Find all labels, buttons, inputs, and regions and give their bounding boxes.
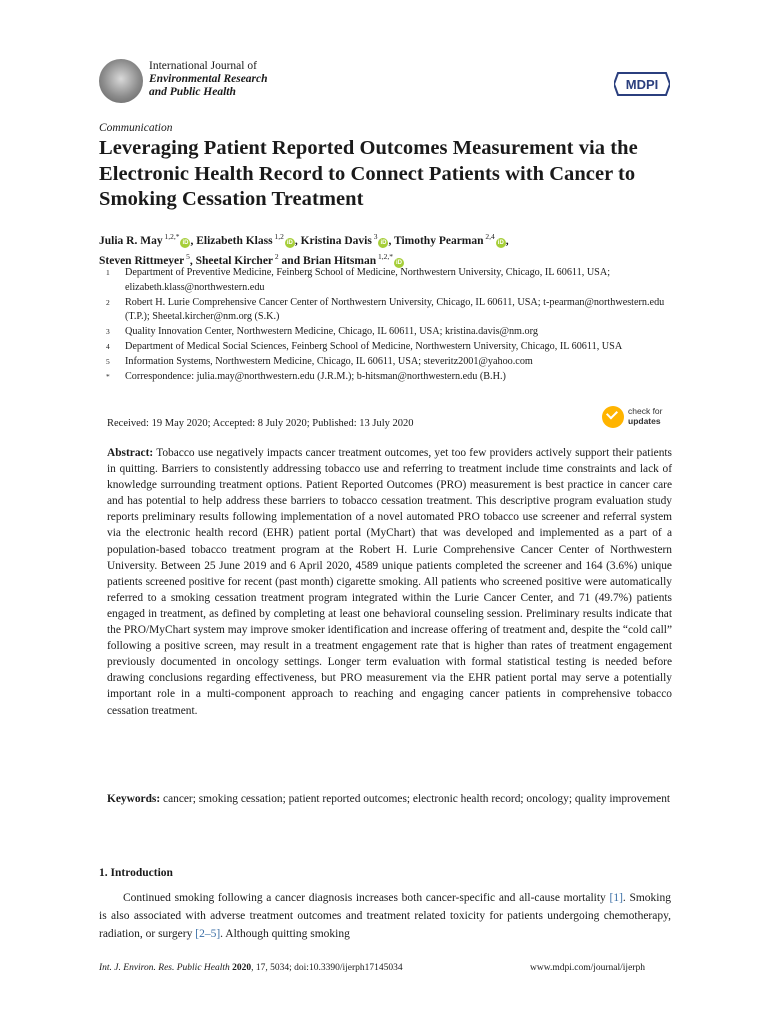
affiliation-number: 2 [106, 297, 110, 307]
publication-dates: Received: 19 May 2020; Accepted: 8 July 2020; Published: 13 July 2020 [107, 418, 414, 429]
author-affiliation-marker: 3 [373, 232, 378, 241]
orcid-icon[interactable]: iD [286, 240, 293, 246]
author-affiliation-marker: 1,2 [274, 232, 284, 241]
footer-doi[interactable]: , 17, 5034; doi:10.3390/ijerph17145034 [251, 963, 403, 973]
author-name: Sheetal Kircher [195, 255, 274, 267]
affiliation-item [99, 266, 679, 296]
check-updates-line2: updates [628, 415, 661, 426]
document-type: Communication [99, 122, 173, 134]
affiliation-number: * [106, 371, 110, 381]
affiliation-text: Department of Medical Social Sciences, Feinberg School of Medicine, Northwestern University, Chicago, IL 60611, USA [125, 340, 623, 352]
check-updates-line1: check for [628, 406, 663, 416]
footer-citation [99, 963, 403, 973]
orcid-icon[interactable]: iD [182, 240, 189, 246]
orcid-icon[interactable]: iD [380, 240, 387, 246]
affiliation-number: 3 [106, 327, 110, 337]
mdpi-logo-text: MDPI [625, 77, 659, 92]
affiliation-item [99, 340, 679, 355]
author-name: Brian Hitsman [302, 255, 377, 267]
author-affiliation-marker: 1,2,* [164, 232, 180, 241]
journal-logo-icon [99, 59, 143, 103]
footer-year: 2020 [232, 963, 252, 973]
mdpi-logo-icon [614, 71, 670, 97]
journal-name-line3: and Public Health [149, 86, 236, 98]
author-list: Julia R. May $^{1,2,*}$iD , Elizabeth Klass $^{1,2}$iD , Kristina Davis $^3$iD , Timothy Pearman $^{2,4}$iD , Steven Rittmeyer $^5$, Sheetal Kircher $^2$ and Brian Hitsman $^{1,2,*}$iD [99, 232, 509, 267]
author-affiliation-marker: 5 [186, 252, 190, 261]
affiliation-number: 4 [106, 341, 110, 351]
journal-name [149, 60, 268, 99]
affiliation-number: 5 [106, 356, 110, 366]
intro-text: . Although quitting smoking [220, 928, 350, 940]
author-name: Julia R. May [99, 235, 163, 247]
affiliation-text: Department of Preventive Medicine, Feinberg School of Medicine, Northwestern University, Chicago, IL 60611, USA; elizabeth.klass@northwestern.edu [125, 267, 611, 293]
orcid-icon[interactable]: iD [497, 240, 504, 246]
correspondence-text: Correspondence: julia.may@northwestern.edu (J.R.M.); b-hitsman@northwestern.edu (B.H.) [125, 370, 506, 382]
author-name: Steven Rittmeyer [99, 255, 185, 267]
author-name: Timothy Pearman [393, 235, 484, 247]
affiliation-item [99, 355, 679, 370]
correspondence-item [99, 370, 679, 385]
footer-journal-url[interactable]: www.mdpi.com/journal/ijerph [530, 963, 645, 973]
abstract-label: Abstract: [107, 447, 154, 459]
intro-text: Continued smoking following a cancer diagnosis increases both cancer-specific and all-cause mortality [123, 892, 606, 904]
section-heading: 1. Introduction [99, 867, 173, 879]
paper-title: Leveraging Patient Reported Outcomes Measurement via the Electronic Health Record to Connect Patients with Cancer to Smoking Cessation Treatment [99, 137, 638, 210]
check-icon [602, 406, 624, 428]
keywords [107, 791, 672, 807]
footer-journal-abbrev: Int. J. Environ. Res. Public Health [99, 963, 230, 973]
intro-text: . Smoking is also associated with adverse treatment outcomes and treatment related toxicity for patients undergoing chemotherapy, radiation, or surgery [99, 892, 671, 940]
orcid-icon[interactable]: iD [396, 260, 403, 266]
affiliation-text: Robert H. Lurie Comprehensive Cancer Center of Northwestern University, Chicago, IL 60611, USA; t-pearman@northwestern.edu (T.P.); Sheetal.kircher@nm.org (S.K.) [125, 296, 665, 323]
abstract [107, 445, 672, 719]
author-name: Elizabeth Klass [196, 235, 273, 247]
affiliation-item [99, 296, 679, 326]
affiliation-number: 1 [106, 268, 110, 277]
check-for-updates-badge[interactable] [602, 405, 674, 429]
citation-link[interactable]: [1] [609, 892, 623, 904]
keywords-text: cancer; smoking cessation; patient reported outcomes; electronic health record; oncology; quality improvement [163, 793, 671, 805]
author-name: Kristina Davis [300, 235, 372, 247]
affiliation-item [99, 325, 679, 340]
intro-paragraph [99, 889, 671, 943]
affiliation-text: Quality Innovation Center, Northwestern Medicine, Chicago, IL 60611, USA; kristina.davis@nm.org [125, 326, 538, 338]
affiliation-list [99, 266, 679, 384]
journal-name-line2: Environmental Research [149, 73, 268, 85]
author-affiliation-marker: 2 [274, 252, 279, 261]
affiliation-text: Information Systems, Northwestern Medicine, Chicago, IL 60611, USA; steveritz2001@yahoo.com [125, 355, 533, 367]
citation-link[interactable]: [2–5] [195, 928, 221, 940]
journal-name-line1: International Journal of [149, 60, 257, 72]
author-affiliation-marker: 2,4 [485, 232, 495, 241]
author-affiliation-marker: 1,2,* [378, 252, 394, 261]
keywords-label: Keywords: [107, 793, 161, 805]
abstract-text: Tobacco use negatively impacts cancer treatment outcomes, yet too few providers actively support their patients in quitting. Barriers to consistently addressing tobacco use and referring to treatment include time constraints and lack of knowledge surrounding treatment options. Patient Reported Outcomes (PRO) measurement is best practice in cancer care and has potential to help address these barriers to tobacco cessation treatment. This descriptive program evaluation study reports preliminary results following implementation of a novel automated PRO tobacco use screener and referral system via the electronic health record (EHR) patient portal (MyChart) that was developed and implemented as a part of a population-based tobacco treatment program at the Robert H. Lurie Comprehensive Cancer Center of Northwestern University. Between 25 June 2019 and 6 April 2020, 4589 unique patients completed the screener and 164 (3.6%) unique patients screened positive for recent (past month) cigarette smoking. All patients who screened positive were automatically referred to a smoking cessation treatment program integrated within the Lurie Cancer Center, and 71 (49.7%) patients engaged in treatment, as defined by completing at least one behavioral counseling session. Preliminary results indicate that the PRO/MyChart system may improve smoker identification and increase offering of treatment and, despite the “cold call” following a positive screen, may result in a treatment engagement rate that is higher than rates of treatment engagement previously documented in oncology settings. Longer term evaluation with formal statistical testing is needed before drawing conclusions regarding effectiveness, but PRO measurement via the EHR patient portal may serve a potentially important role in a multi-component approach to reaching and engaging cancer patients in comprehensive tobacco cessation treatment. [107, 447, 672, 717]
